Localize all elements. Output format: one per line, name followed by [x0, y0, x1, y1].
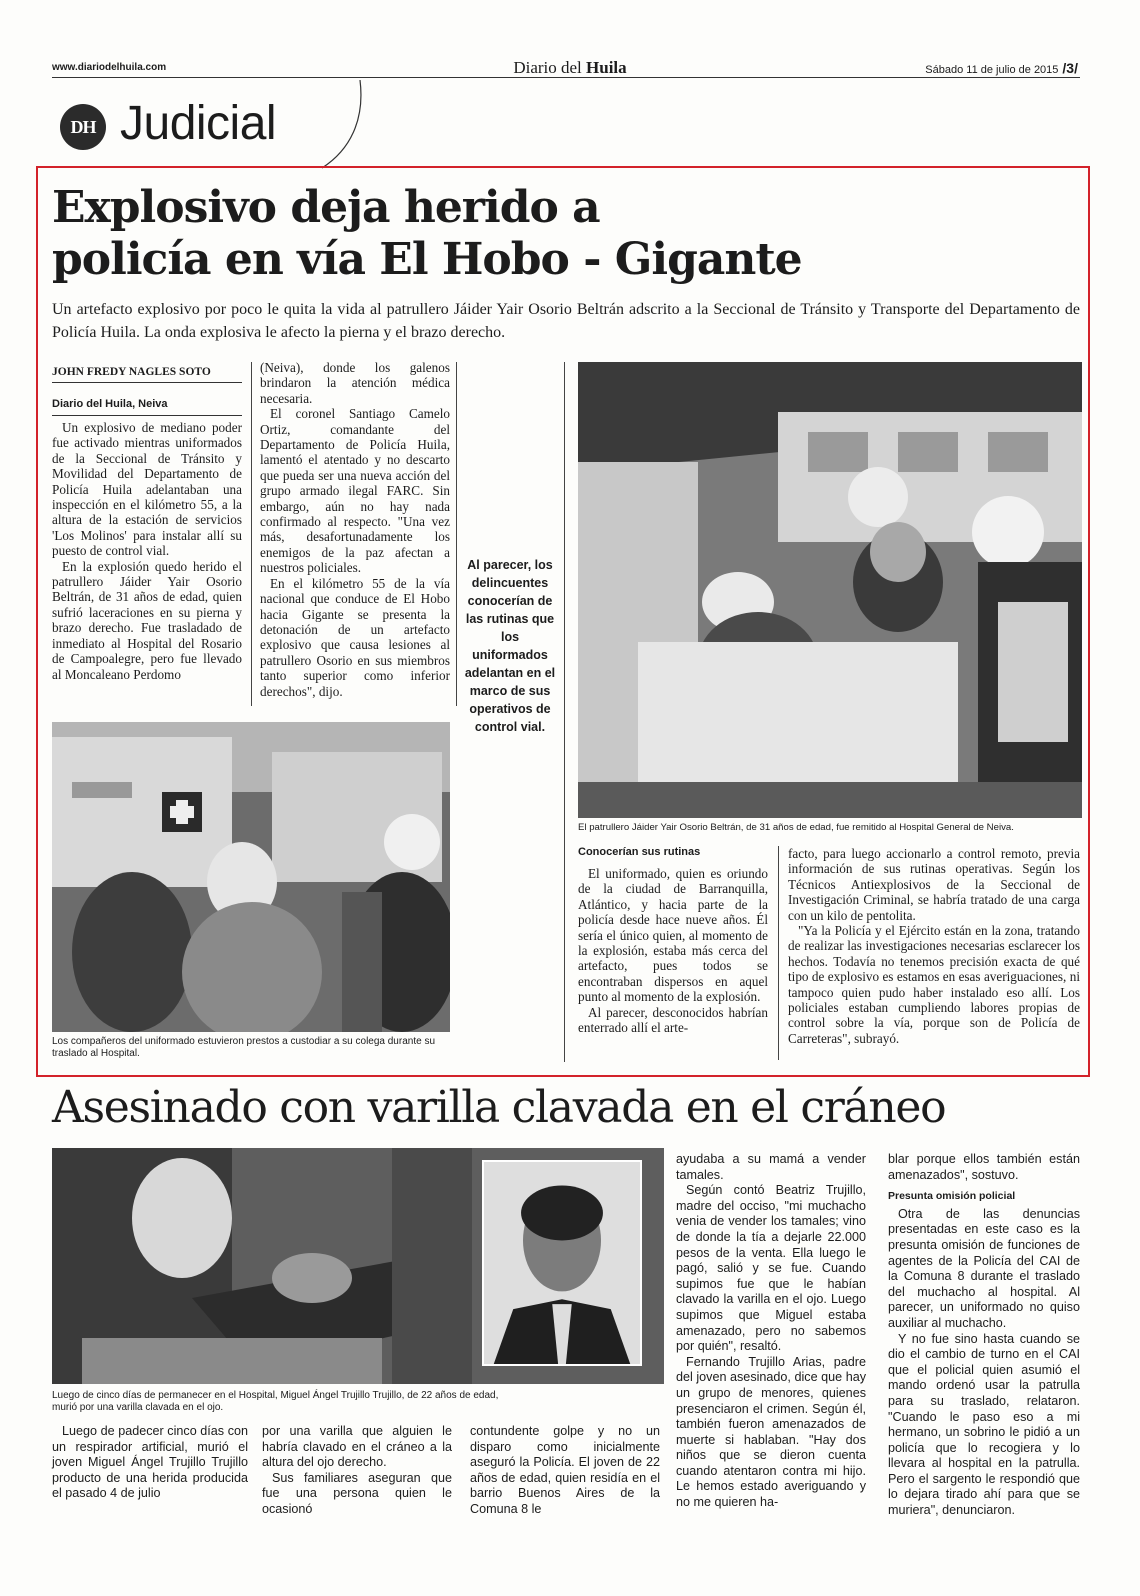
newspaper-name: Diario del Huila: [513, 58, 627, 77]
pull-quote: Al parecer, los delincuentes conocerían de las rutinas que los uniformados adelantan en el marco de sus operativos de control vial.: [464, 558, 556, 734]
article1-lead: Un artefacto explosivo por poco le quita la vida al patrullero Jáider Yair Osorio Beltrán adscrito a la Seccional de Tránsito y Transporte del Departamento de Policía Huila. La onda explosiva le afecto la pierna y el brazo derecho.: [52, 301, 1080, 341]
photo-left-caption: Los compañeros del uniformado estuvieron prestos a custodiar a su colega durante su traslado al Hospital.: [52, 1036, 436, 1059]
site-url: www.diariodelhuila.com: [52, 62, 167, 73]
column-divider: [251, 362, 252, 706]
article1-subhead: Conocerían sus rutinas: [578, 846, 701, 858]
dateline: Diario del Huila, Neiva: [52, 398, 242, 416]
photo-main-caption: El patrullero Jáider Yair Osorio Beltrán, de 31 años de edad, fue remitido al Hospital General de Neiva.: [578, 822, 1014, 833]
photo-injured-officer: [578, 362, 1082, 818]
article2-column-3: contundente golpe y no un disparo como inicialmente aseguró la Policía. El joven de 22 años de edad, quien residía en el barrio Buenos Aires de la Comuna 8 le: [470, 1424, 660, 1516]
page-number: /3/: [1062, 60, 1078, 76]
dh-logo-badge: DH: [60, 104, 106, 150]
article1-headline: Explosivo deja herido a policía en vía El Hobo - Gigante: [52, 182, 802, 285]
article1-column-2: (Neiva), donde los galenos brindaron la atención médica necesaria. El coronel Santiago Camelo Ortiz, comandante del Departamento de Policía Huila, lamentó el atentado y no descarto que pueda ser una nueva acción del grupo armado ilegal FARC. Sin embargo, aún no hay nada confirmado al respecto. "Una vez más, desafortunadamente los enemigos de la paz afectan a nuestros policiales. En el kilómetro 55 de la vía nacional que conduce de El Hobo hacia Gigante se presenta la detonación de un artefacto explosivo que causa lesiones al patrullero Osorio en sus miembros tanto superior como inferior derechos", dijo.: [260, 360, 450, 699]
article2-photo-caption: Luego de cinco días de permanecer en el Hospital, Miguel Ángel Trujillo Trujillo, de 22 años de edad, murió por una varilla clavada en el ojo.: [52, 1390, 499, 1413]
swoosh-decoration: [320, 80, 380, 170]
photo-victim-portrait: [482, 1160, 642, 1366]
column-divider: [564, 362, 565, 1062]
byline: JOHN FREDY NAGLES SOTO: [52, 366, 242, 383]
column-divider: [456, 362, 457, 706]
column-divider: [778, 846, 779, 1060]
article1-column-4: facto, para luego accionarlo a control remoto, previa información de sus rutinas operativas. Según los Técnicos Antiexplosivos de la Seccional de Investigación Criminal, se habría tratado de una carga con un kilo de pentolita. "Ya la Policía y el Ejército están en la zona, tratando de realizar las investigaciones necesarias esclarecer los hechos. Todavía no tenemos precisión exacta de qué tipo de explosivo es estamos en esas averiguaciones, ni tampoco quien pudo haber instalado eso allí. Los policiales estaban cumpliendo labores propias de control sobre la vía, porque son de Policía de Carreteras", subrayó.: [788, 846, 1080, 1046]
article2-headline: Asesinado con varilla clavada en el cráneo: [52, 1082, 946, 1133]
article2-subhead: Presunta omisión policial: [888, 1190, 1016, 1203]
article2-column-1: Luego de padecer cinco días con un respirador artificial, murió el joven Miguel Ángel Trujillo Trujillo producto de una herida producida el pasado 4 de julio: [52, 1424, 248, 1501]
photo-police-ambulance: [52, 722, 450, 1032]
article1-column-3: El uniformado, quien es oriundo de la ciudad de Barranquilla, Atlántico, y hacia parte de la policía desde hace nueve años. Él sería el único quien, al momento de la explosión, estaba más cerca del artefacto, pues todos se encontraban dispersos en aquel punto al momento de la explosión. Al parecer, desconocidos habrían enterrado allí el arte-: [578, 866, 768, 1036]
article2-column-4: ayudaba a su mamá a vender tamales. Según contó Beatriz Trujillo, madre del occiso, "mi muchacho venia de vender los tamales; vino de donde la tía a dejarle 22.000 pesos de la venta. Ella luego le pagó, salió y se fue. Cuando supimos fue que le habían clavado la varilla en el ojo. Luego supimos que Miguel estaba amenazado, pero no sabemos por quién", resaltó. Fernando Trujillo Arias, padre del joven asesinado, dice que hay un grupo de menores, quienes presenciaron el crimen. Según él, también fueron amenazados de muerte si hablaban. "Hay dos niños que se dieron cuenta cuando atentaron contra mi hijo. Le hemos estado averiguando y no me quieren ha-: [676, 1152, 866, 1510]
issue-date: Sábado 11 de julio de 2015 /3/: [925, 60, 1078, 76]
article2-column-2: por una varilla que alguien le habría clavado en el cráneo a la altura del ojo derecho. Sus familiares aseguran que fue una persona quien le ocasionó: [262, 1424, 452, 1516]
article2-column-5: blar porque ellos también están amenazados", sostuvo. Presunta omisión policial Otra de las denuncias presentadas en este caso es la presunta omisión de funciones de agentes de la Policía del CAI de la Comuna 8 durante el traslado del muchacho al hospital. Al parecer, un uniformado no quiso auxiliar al muchacho. Y no fue sino hasta cuando se dio el cambio de turno en el CAI que el policial quien asumió el mando ordenó usar la patrulla para su traslado, relataron. "Cuando le paso eso a mi hermano, un sobrino le pidió a un policía que lo recogiera y lo llevara al hospital en la patrulla. Pero el sargento le respondió que lo dejara tirado ahí para que se muriera", denunciaron.: [888, 1152, 1080, 1518]
header-rule: [52, 77, 1080, 78]
article1-column-1: Un explosivo de mediano poder fue activado mientras uniformados de la Seccional de Tránsito y Movilidad del Departamento de Policía Huila adelantaban una inspección en el kilómetro 55, a la altura de la estación de servicios 'Los Molinos' para instalar allí su puesto de control vial. En la explosión quedo herido el patrullero Jáider Yair Osorio Beltrán, de 31 años de edad, quien sufrió laceraciones en su pierna y brazo derecho. Fue trasladado de inmediato al Hospital del Rosario de Campoalegre, pero fue llevado al Moncaleano Perdomo: [52, 420, 242, 682]
section-title: Judicial: [120, 97, 277, 150]
